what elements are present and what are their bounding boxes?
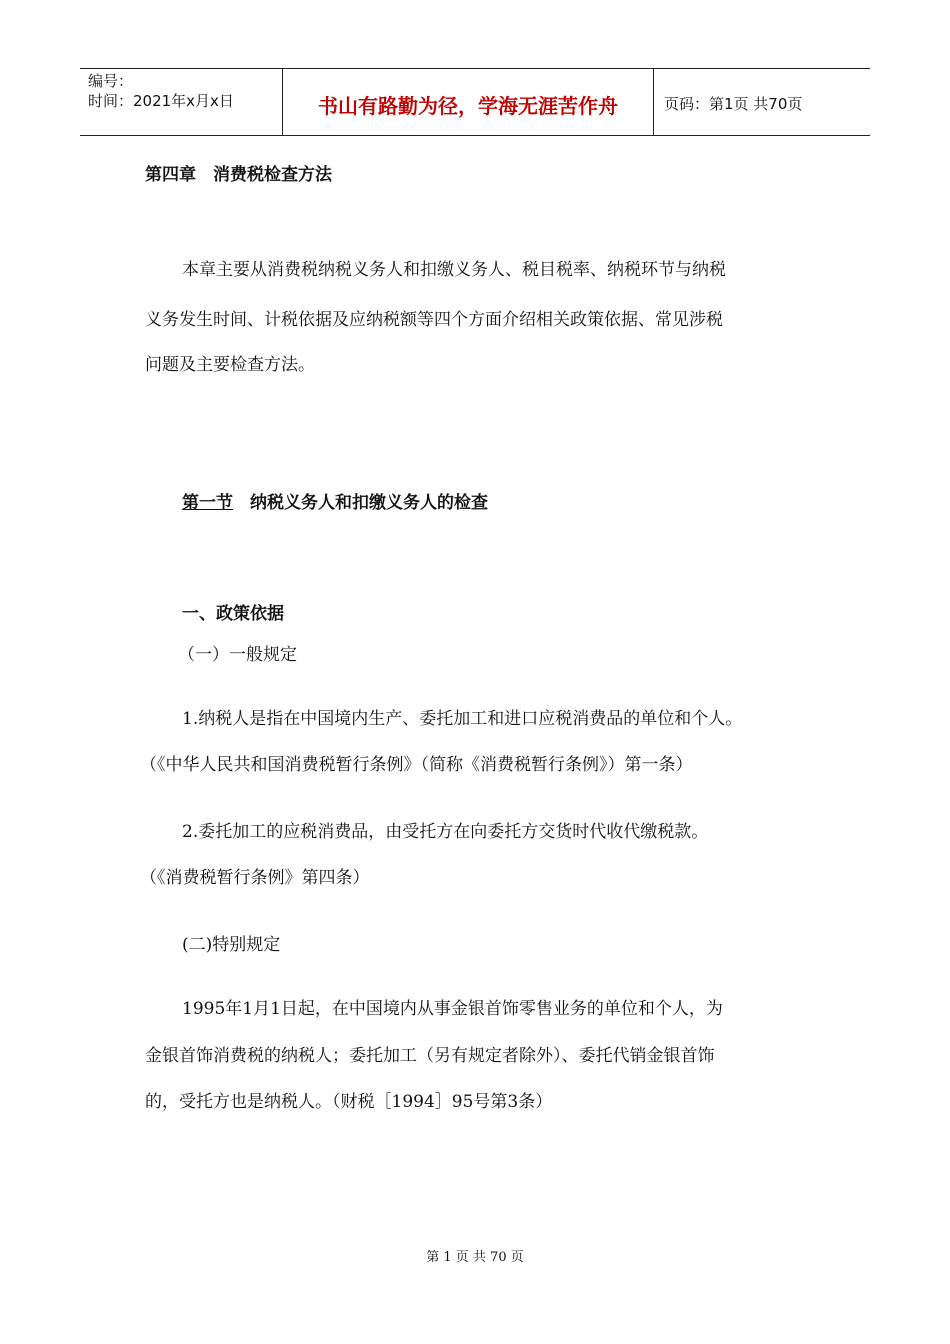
number-label: 编号： [88, 72, 134, 90]
section-name: 纳税义务人和扣缴义务人的检查 [233, 493, 488, 513]
section-number: 第一节 [182, 493, 233, 513]
section-title [182, 488, 488, 513]
header-motto: 书山有路勤为径，学海无涯苦作舟 [282, 69, 654, 135]
special-line-3: 的，受托方也是纳税人。（财税［1994］95号第3条） [145, 1092, 553, 1112]
special-heading: (二)特别规定 [182, 935, 281, 955]
time-label: 时间：2021年x月x日 [88, 92, 234, 110]
special-line-1: 1995年1月1日起，在中国境内从事金银首饰零售业务的单位和个人，为 [182, 999, 723, 1019]
general-item2-line2: （《消费税暂行条例》第四条） [140, 868, 370, 888]
intro-line-3: 问题及主要检查方法。 [145, 355, 315, 375]
header-meta [80, 69, 282, 135]
general-heading: （一）一般规定 [178, 645, 297, 665]
intro-line-2: 义务发生时间、计税依据及应纳税额等四个方面介绍相关政策依据、常见涉税 [145, 310, 723, 330]
header-page-info: 页码：第1页 共70页 [664, 94, 803, 113]
intro-line-1: 本章主要从消费税纳税义务人和扣缴义务人、税目税率、纳税环节与纳税 [182, 260, 726, 280]
subsection-title: 一、政策依据 [182, 604, 284, 624]
general-item1-line2: （《中华人民共和国消费税暂行条例》（简称《消费税暂行条例》）第一条） [140, 755, 693, 775]
special-line-2: 金银首饰消费税的纳税人；委托加工（另有规定者除外）、委托代销金银首饰 [145, 1046, 715, 1066]
general-item1-line1: 1.纳税人是指在中国境内生产、委托加工和进口应税消费品的单位和个人。 [182, 709, 743, 729]
page-footer: 第 1 页 共 70 页 [426, 1250, 524, 1265]
page-header [80, 68, 870, 136]
chapter-title: 第四章 消费税检查方法 [145, 165, 332, 185]
general-item2-line1: 2.委托加工的应税消费品，由受托方在向委托方交货时代收代缴税款。 [182, 822, 709, 842]
